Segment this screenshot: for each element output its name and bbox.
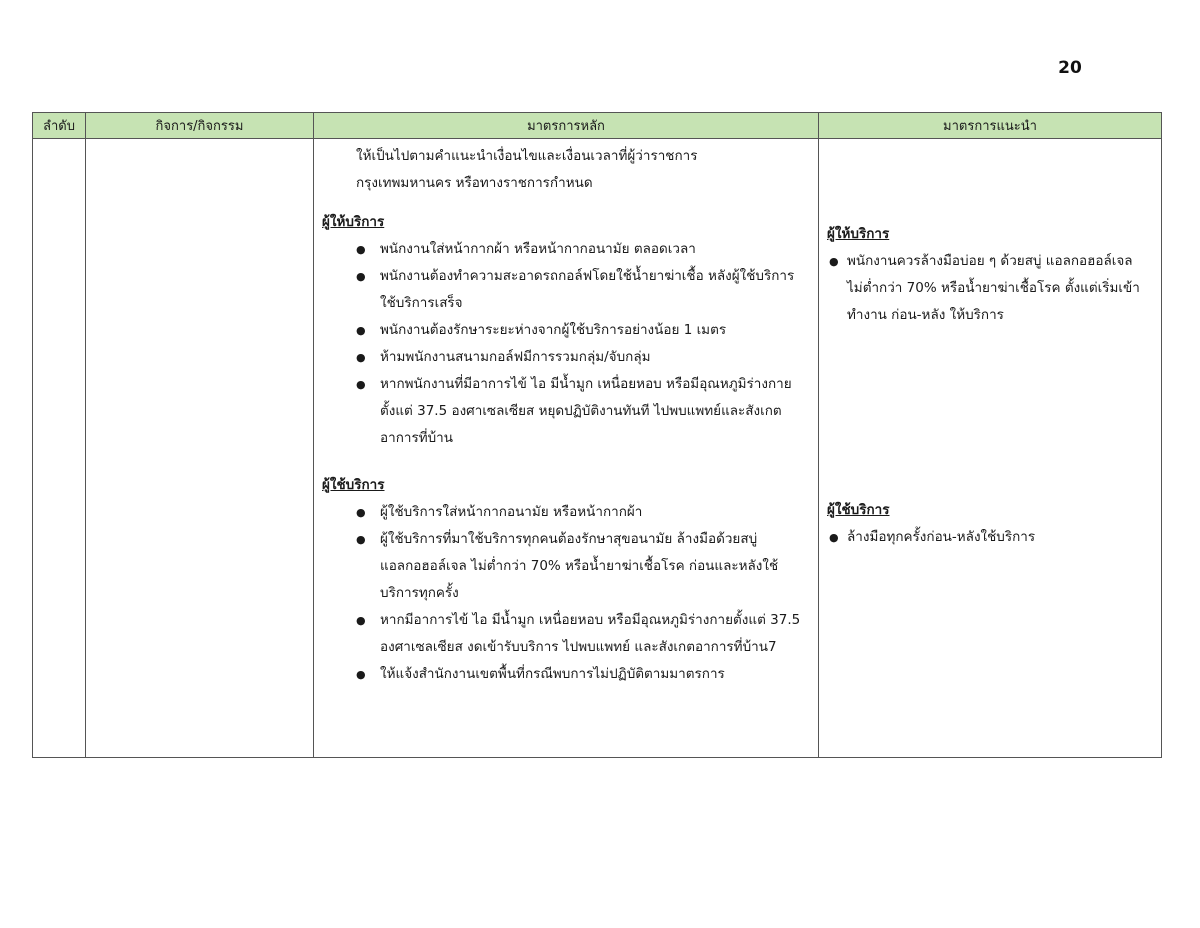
main-user-heading: ผู้ใช้บริการ <box>322 477 385 493</box>
intro-line: ให้เป็นไปตามคำแนะนำเงื่อนไขและเงื่อนเวลาที่ผู้ว่าราชการ <box>356 148 698 164</box>
list-item: ● ผู้ใช้บริการใส่หน้ากากอนามัย หรือหน้ากากผ้า <box>322 499 808 526</box>
list-item: ● ล้างมือทุกครั้งก่อน-หลังใช้บริการ <box>827 524 1147 551</box>
recommended-provider-heading: ผู้ให้บริการ <box>827 226 890 242</box>
list-item: ● ห้ามพนักงานสนามกอล์ฟมีการรวมกลุ่ม/จับกลุ่ม <box>322 344 808 371</box>
recommended-provider-list <box>827 248 1147 329</box>
list-item: ● หากมีอาการไข้ ไอ มีน้ำมูก เหนื่อยหอบ หรือมีอุณหภูมิร่างกายตั้งแต่ 37.5 องศาเซลเซียส งดเข้ารับบริการ ไปพบแพทย์ และสังเกตอาการที่บ้าน7 <box>322 607 808 661</box>
list-item: ● ผู้ใช้บริการที่มาใช้บริการทุกคนต้องรักษาสุขอนามัย ล้างมือด้วยสบู่ แอลกอฮอล์เจล ไม่ต่ำกว่า 70% หรือน้ำยาฆ่าเชื้อโรค ก่อนและหลังใช้บริการทุกครั้ง <box>322 526 808 607</box>
measures-table <box>32 112 1162 758</box>
header-business: กิจการ/กิจกรรม <box>86 113 314 139</box>
list-item: ● พนักงานใส่หน้ากากผ้า หรือหน้ากากอนามัย ตลอดเวลา <box>322 236 808 263</box>
list-item: ● หากพนักงานที่มีอาการไข้ ไอ มีน้ำมูก เหนื่อยหอบ หรือมีอุณหภูมิร่างกายตั้งแต่ 37.5 องศาเซลเซียส หยุดปฏิบัติงานทันที ไปพบแพทย์และสังเกตอาการที่บ้าน <box>322 371 808 452</box>
main-provider-heading: ผู้ให้บริการ <box>322 214 385 230</box>
recommended-user-list <box>827 524 1147 551</box>
main-provider-list <box>322 236 808 452</box>
intro-line: กรุงเทพมหานคร หรือทางราชการกำหนด <box>356 175 593 191</box>
cell-no <box>33 139 86 758</box>
table-row <box>33 139 1162 758</box>
list-item: ● ให้แจ้งสำนักงานเขตพื้นที่กรณีพบการไม่ปฏิบัติตามมาตรการ <box>322 661 808 688</box>
cell-business <box>86 139 314 758</box>
cell-recommended <box>819 139 1162 758</box>
header-recommended: มาตรการแนะนำ <box>819 113 1162 139</box>
list-item: ● พนักงานต้องรักษาระยะห่างจากผู้ใช้บริการอย่างน้อย 1 เมตร <box>322 317 808 344</box>
header-no: ลำดับ <box>33 113 86 139</box>
header-main-measures: มาตรการหลัก <box>314 113 819 139</box>
main-intro <box>322 143 808 197</box>
list-item: ● พนักงานต้องทำความสะอาดรถกอล์ฟโดยใช้น้ำยาฆ่าเชื้อ หลังผู้ใช้บริการใช้บริการเสร็จ <box>322 263 808 317</box>
main-user-list <box>322 499 808 688</box>
cell-main-measures <box>314 139 819 758</box>
page-number: 20 <box>1058 58 1082 78</box>
list-item: ● พนักงานควรล้างมือบ่อย ๆ ด้วยสบู่ แอลกอฮอล์เจล ไม่ต่ำกว่า 70% หรือน้ำยาฆ่าเชื้อโรค ตั้งแต่เริ่มเข้าทำงาน ก่อน-หลัง ให้บริการ <box>827 248 1147 329</box>
table-header <box>33 113 1162 139</box>
recommended-user-heading: ผู้ใช้บริการ <box>827 502 890 518</box>
